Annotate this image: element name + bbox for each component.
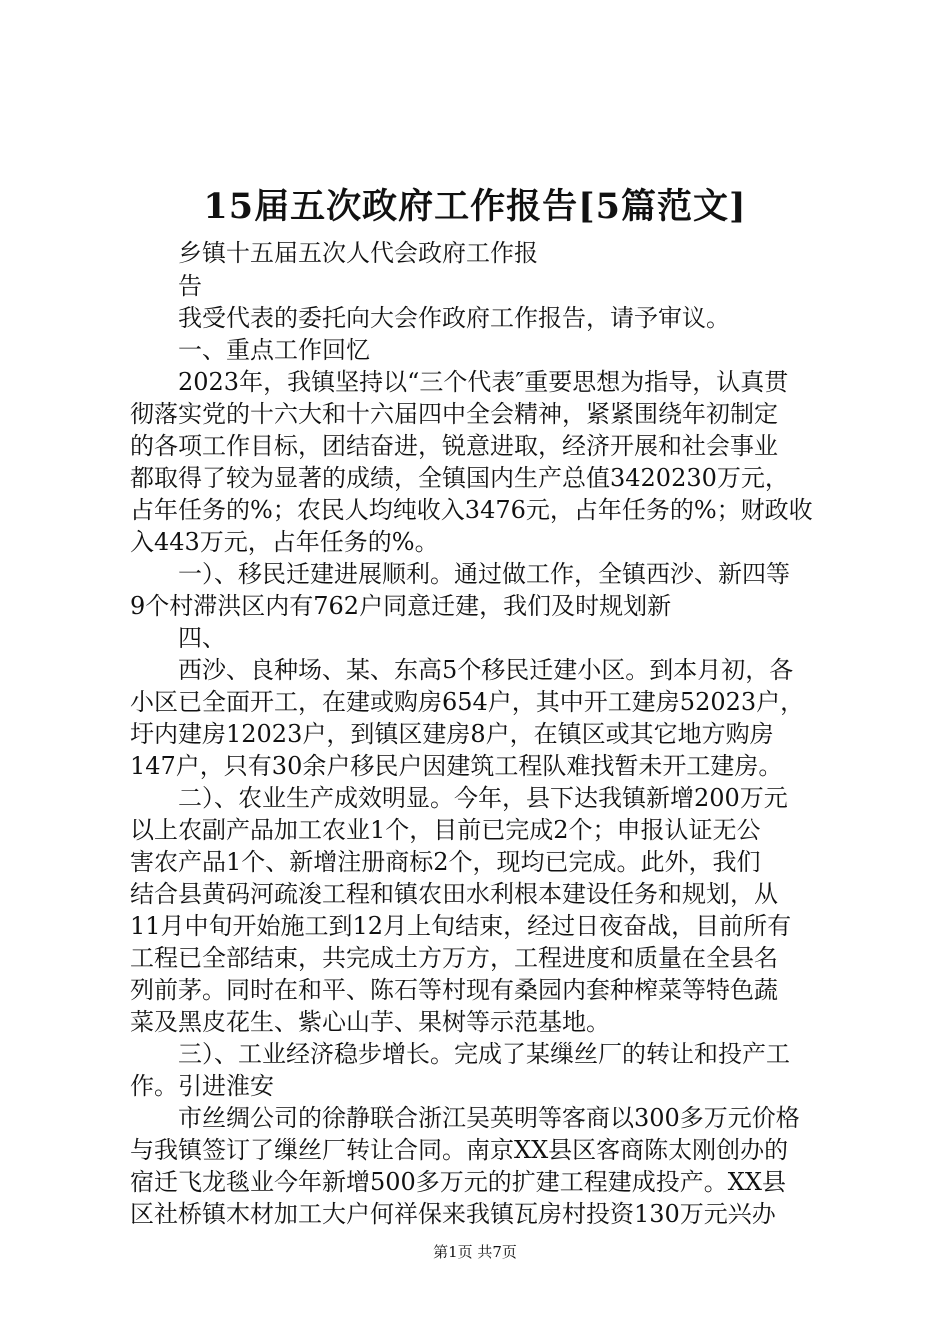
body-line: 二）、农业生产成效明显。今年，县下达我镇新增200万元: [178, 784, 788, 812]
body-line: 2023年，我镇坚持以“三个代表″重要思想为指导，认真贯: [178, 368, 789, 396]
body-line: 9个村滞洪区内有762户同意迁建，我们及时规划新: [130, 592, 672, 620]
body-line: 告: [178, 272, 202, 300]
body-line: 区社桥镇木材加工大户何祥保来我镇瓦房村投资130万元兴办: [130, 1200, 776, 1228]
body-line: 乡镇十五届五次人代会政府工作报: [178, 239, 538, 267]
body-line: 小区已全面开工，在建或购房654户，其中开工建房52023户，: [130, 688, 805, 716]
body-line: 一）、移民迁建进展顺利。通过做工作，全镇西沙、新四等: [178, 560, 790, 588]
body-line: 以上农副产品加工农业1个，目前已完成2个；申报认证无公: [130, 816, 761, 844]
body-line: 11月中旬开始施工到12月上旬结束，经过日夜奋战，目前所有: [130, 912, 792, 940]
body-line: 与我镇签订了缫丝厂转让合同。南京XX县区客商陈太刚创办的: [130, 1136, 789, 1164]
page-footer: 第1页 共7页: [433, 1243, 517, 1261]
body-line: 市丝绸公司的徐静联合浙江吴英明等客商以300多万元价格: [178, 1104, 800, 1132]
body-line: 宿迁飞龙毯业今年新增500多万元的扩建工程建成投产。XX县: [130, 1168, 786, 1196]
body-line: 作。引进淮安: [130, 1072, 274, 1100]
body-line: 占年任务的%；农民人均纯收入3476元，占年任务的%；财政收: [130, 496, 813, 524]
body-line: 害农产品1个、新增注册商标2个，现均已完成。此外，我们: [130, 848, 761, 876]
document-title: 15届五次政府工作报告[5篇范文]: [203, 186, 747, 227]
body-line: 圩内建房12023户，到镇区建房8户，在镇区或其它地方购房: [130, 720, 774, 748]
body-line: 我受代表的委托向大会作政府工作报告，请予审议。: [178, 304, 730, 332]
body-line: 147户，只有30余户移民户因建筑工程队难找暂未开工建房。: [130, 752, 783, 780]
body-line: 工程已全部结束，共完成土方万方，工程进度和质量在全县名: [130, 944, 778, 972]
body-line: 入443万元，占年任务的%。: [130, 528, 439, 556]
body-line: 一、重点工作回忆: [178, 336, 370, 364]
body-line: 三）、工业经济稳步增长。完成了某缫丝厂的转让和投产工: [178, 1040, 790, 1068]
body-line: 菜及黑皮花生、紫心山芋、果树等示范基地。: [130, 1008, 610, 1036]
body-line: 的各项工作目标，团结奋进，锐意进取，经济开展和社会事业: [130, 432, 778, 460]
body-line: 四、: [178, 624, 226, 652]
body-line: 都取得了较为显著的成绩，全镇国内生产总值3420230万元，: [130, 464, 789, 492]
body-line: 彻落实党的十六大和十六届四中全会精神，紧紧围绕年初制定: [130, 400, 778, 428]
body-line: 结合县黄码河疏浚工程和镇农田水利根本建设任务和规划，从: [130, 880, 778, 908]
body-line: 列前茅。同时在和平、陈石等村现有桑园内套种榨菜等特色蔬: [130, 976, 778, 1004]
body-line: 西沙、良种场、某、东高5个移民迁建小区。到本月初，各: [178, 656, 794, 684]
